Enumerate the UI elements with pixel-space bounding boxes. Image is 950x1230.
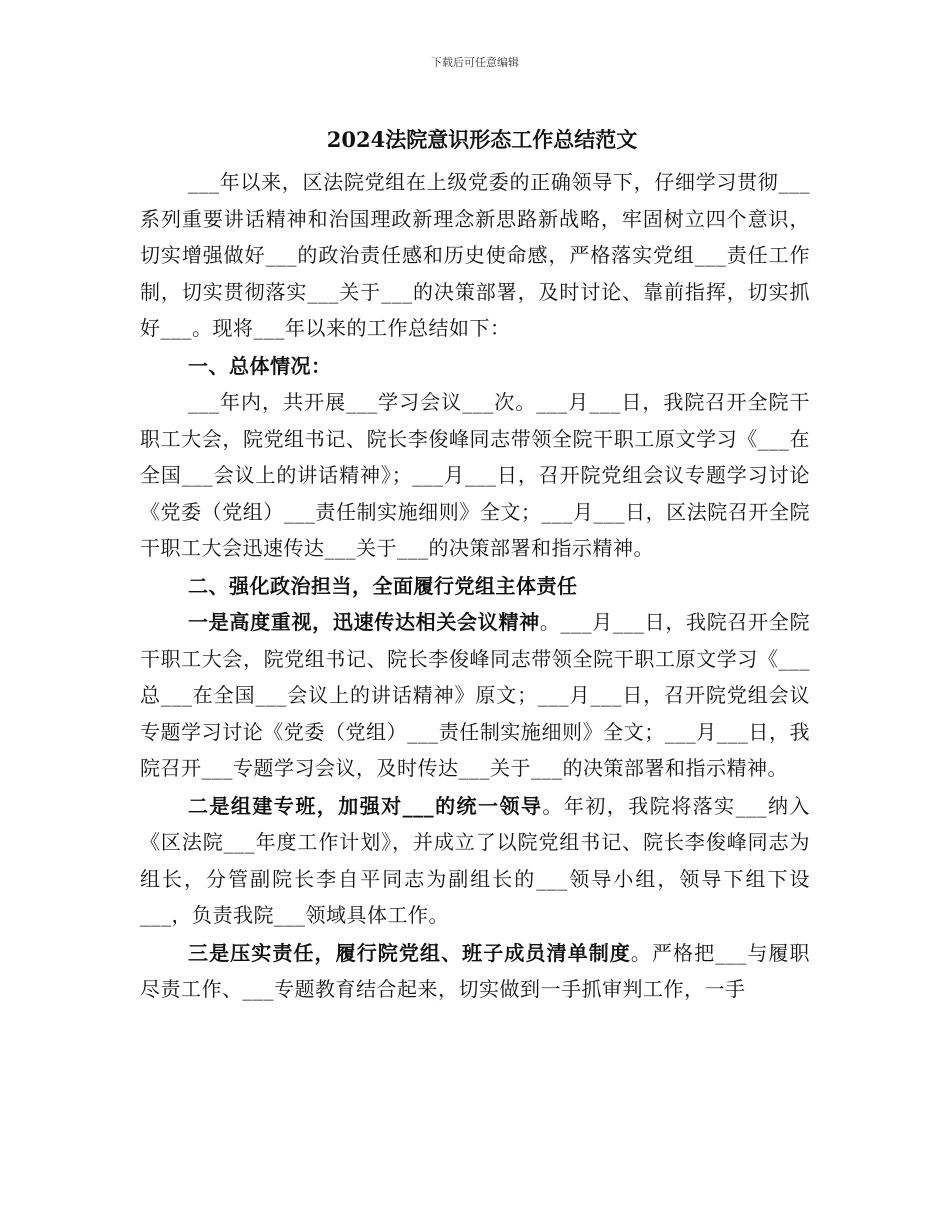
item-3-lead: 三是压实责任，履行院党组、班子成员清单制度 bbox=[188, 940, 631, 965]
item-3-paragraph bbox=[140, 935, 810, 1008]
download-note: 下载后可任意编辑 bbox=[431, 56, 519, 69]
item-2-body: 。年初，我院将落实___纳入《区法院___年度工作计划》，并成立了以院党组书记、院长李俊峰同志为组长，分管副院长李自平同志为副组长的___领导小组，领导下组下设___，负责我院___领域具体工作。 bbox=[140, 793, 811, 927]
section-2-heading: 二、强化政治担当，全面履行党组主体责任 bbox=[188, 573, 578, 598]
item-1-paragraph bbox=[140, 604, 810, 787]
item-1-lead: 一是高度重视，迅速传达相关会议精神 bbox=[188, 610, 540, 634]
page-title: 2024法院意识形态工作总结范文 bbox=[326, 127, 638, 152]
intro-paragraph: ___年以来，区法院党组在上级党委的正确领导下，仔细学习贯彻___系列重要讲话精神和治国理政新理念新思路新战略，牢固树立四个意识，切实增强做好___的政治责任感和历史使命感，严格落实党组___责任工作制，切实贯彻落实___关于___的决策部署，及时讨论、靠前指挥，切实抓好___。现将___年以来的工作总结如下： bbox=[140, 170, 810, 340]
document-body bbox=[140, 120, 810, 1008]
section-1-heading: 一、总体情况： bbox=[188, 353, 332, 378]
item-2-paragraph bbox=[140, 788, 810, 934]
item-2-lead: 二是组建专班，加强对___的统一领导 bbox=[188, 793, 543, 818]
section-1-paragraph: ___年内，共开展___学习会议___次。___月___日，我院召开全院干职工大会，院党组书记、院长李俊峰同志带领全院干职工原文学习《___在全国___会议上的讲话精神》；___月___日，召开院党组会议专题学习讨论《党委（党组）___责任制实施细则》全文；___月___日，区法院召开全院干职工大会迅速传达___关于___的决策部署和指示精神。 bbox=[140, 390, 810, 560]
item-3-body: 。严格把___与履职尽责工作、___专题教育结合起来，切实做到一手抓审判工作，一手 bbox=[140, 940, 811, 1001]
item-1-body: 。___月___日，我院召开全院干职工大会，院党组书记、院长李俊峰同志带领全院干职工原文学习《___总___在全国___会议上的讲话精神》原文；___月___日，召开院党组会议专题学习讨论《党委（党组）___责任制实施细则》全文；___月___日，我院召开___专题学习会议，及时传达___关于___的决策部署和指示精神。 bbox=[140, 610, 811, 780]
